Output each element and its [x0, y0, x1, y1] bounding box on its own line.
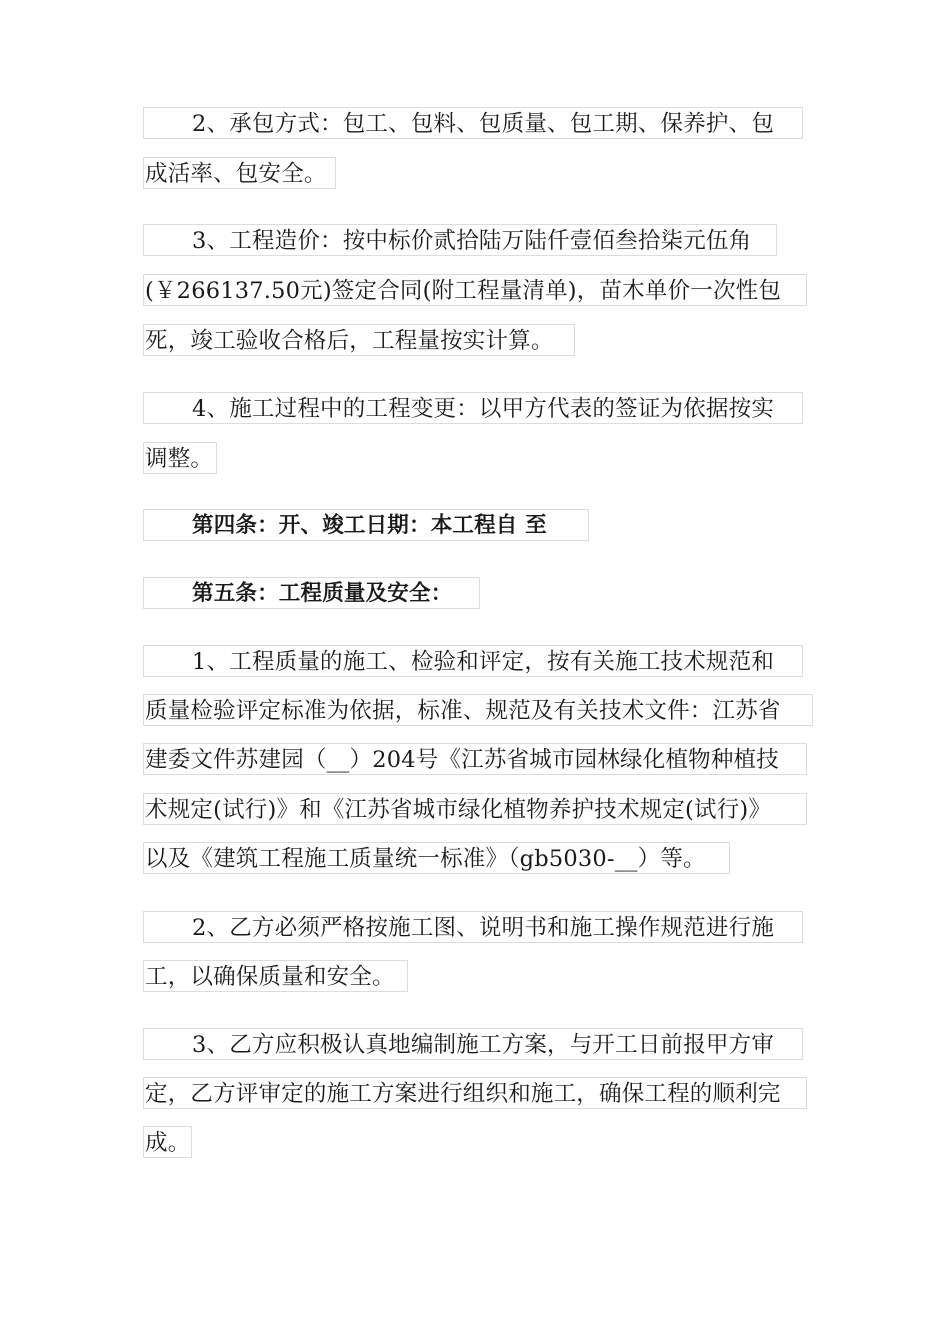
article-four-heading: 第四条：开、竣工日期：本工程自 至: [143, 509, 589, 541]
paragraph-strict-compliance-line-2: 工，以确保质量和安全。: [143, 960, 408, 992]
paragraph-engineering-change-line-2: 调整。: [143, 442, 217, 474]
paragraph-strict-compliance-line-1: 2、乙方必须严格按施工图、说明书和施工操作规范进行施: [143, 911, 803, 943]
paragraph-construction-plan-line-1: 3、乙方应积极认真地编制施工方案，与开工日前报甲方审: [143, 1028, 803, 1060]
paragraph-engineering-change-line-1: 4、施工过程中的工程变更：以甲方代表的签证为依据按实: [143, 392, 803, 424]
paragraph-quality-standards-line-1: 1、工程质量的施工、检验和评定，按有关施工技术规范和: [143, 645, 803, 677]
paragraph-project-cost-line-1: 3、工程造价：按中标价贰拾陆万陆仟壹佰叁拾柒元伍角: [143, 224, 777, 256]
paragraph-project-cost-line-3: 死，竣工验收合格后，工程量按实计算。: [143, 324, 575, 356]
article-five-heading: 第五条：工程质量及安全：: [143, 577, 480, 609]
paragraph-contract-method-line-2: 成活率、包安全。: [143, 157, 336, 189]
paragraph-contract-method-line-1: 2、承包方式：包工、包料、包质量、包工期、保养护、包: [143, 107, 803, 139]
paragraph-construction-plan-line-3: 成。: [143, 1126, 192, 1158]
paragraph-quality-standards-line-4: 术规定(试行)》和《江苏省城市绿化植物养护技术规定(试行)》: [143, 793, 807, 825]
paragraph-quality-standards-line-5: 以及《建筑工程施工质量统一标准》（gb5030-__）等。: [143, 842, 730, 874]
paragraph-construction-plan-line-2: 定，乙方评审定的施工方案进行组织和施工，确保工程的顺利完: [143, 1077, 807, 1109]
paragraph-quality-standards-line-3: 建委文件苏建园（__）204号《江苏省城市园林绿化植物种植技: [143, 743, 807, 775]
paragraph-quality-standards-line-2: 质量检验评定标准为依据，标准、规范及有关技术文件：江苏省: [143, 694, 813, 726]
paragraph-project-cost-line-2: (￥266137.50元)签定合同(附工程量清单)，苗木单价一次性包: [143, 274, 807, 306]
